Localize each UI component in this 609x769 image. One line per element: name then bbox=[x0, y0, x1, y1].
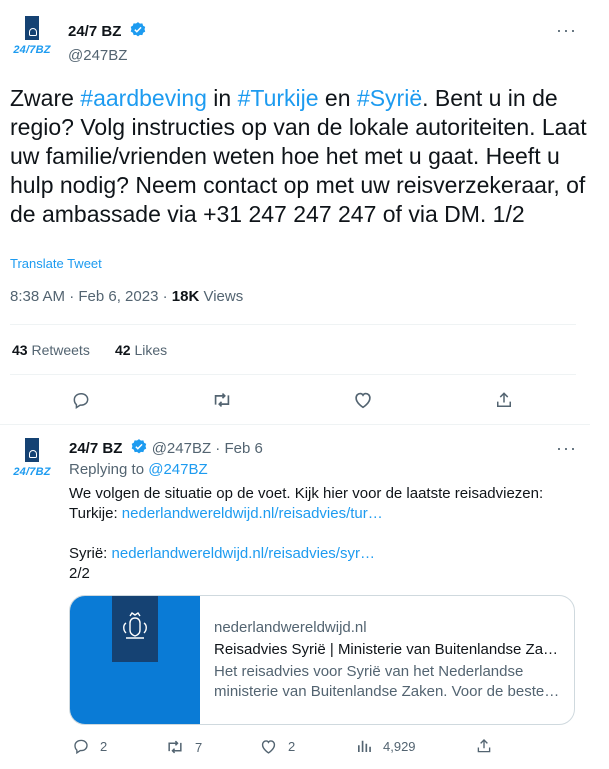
card-desc-1: Het reisadvies voor Syrië van het Nederlandse bbox=[214, 663, 524, 680]
timestamp-line bbox=[10, 288, 243, 305]
hashtag-turkije[interactable]: #Turkije bbox=[237, 85, 319, 111]
hashtag-syrie[interactable]: #Syrië bbox=[356, 85, 423, 111]
share-icon bbox=[475, 737, 493, 755]
retweets-label: Retweets bbox=[27, 342, 90, 358]
share-icon[interactable] bbox=[487, 383, 521, 417]
views-count: 18K bbox=[171, 288, 200, 305]
reply-author-name[interactable]: 24/7 BZ bbox=[69, 440, 123, 457]
text-segment: in bbox=[206, 85, 238, 111]
reply-line-3 bbox=[69, 544, 589, 564]
divider bbox=[10, 374, 576, 375]
more-options-icon[interactable]: ··· bbox=[556, 20, 577, 40]
reply-reply-action[interactable] bbox=[72, 737, 107, 755]
author-handle[interactable]: @247BZ bbox=[68, 47, 128, 64]
ministry-logo bbox=[112, 596, 158, 662]
text-segment: Turkije: bbox=[69, 505, 122, 522]
like-icon[interactable] bbox=[346, 383, 380, 417]
likes-count: 42 bbox=[115, 342, 131, 358]
views-label: Views bbox=[199, 288, 244, 305]
retweet-icon bbox=[165, 737, 185, 757]
turkije-link[interactable]: nederlandwereldwijd.nl/reisadvies/tur… bbox=[121, 505, 383, 522]
divider bbox=[10, 324, 576, 325]
text-segment: Zware bbox=[10, 85, 81, 111]
coat-of-arms-icon bbox=[25, 16, 39, 40]
replying-to bbox=[69, 461, 208, 478]
hashtag-aardbeving[interactable]: #aardbeving bbox=[80, 85, 207, 111]
likes-stat[interactable] bbox=[115, 342, 167, 360]
timestamp[interactable]: 8:38 AM · Feb 6, 2023 · bbox=[10, 288, 172, 305]
retweets-stat[interactable] bbox=[12, 342, 90, 360]
avatar-tag: 24/7BZ bbox=[13, 466, 51, 478]
card-domain: nederlandwereldwijd.nl bbox=[214, 619, 367, 636]
reply-like-action[interactable] bbox=[259, 737, 295, 756]
verified-badge-icon bbox=[130, 438, 148, 460]
replying-handle-link[interactable]: @247BZ bbox=[148, 461, 208, 478]
reply-share-action[interactable] bbox=[475, 737, 503, 755]
replying-prefix: Replying to bbox=[69, 461, 149, 478]
analytics-icon bbox=[355, 737, 373, 755]
card-title: Reisadvies Syrië | Ministerie van Buitenlandse Za… bbox=[214, 641, 559, 658]
retweet-icon[interactable] bbox=[205, 383, 239, 417]
card-desc-2: ministerie van Buitenlandse Zaken. Voor de beste… bbox=[214, 683, 560, 700]
reply-line-4: 2/2 bbox=[69, 565, 90, 582]
avatar[interactable] bbox=[12, 16, 52, 64]
tweet-text bbox=[10, 84, 590, 229]
reply-header bbox=[69, 438, 263, 460]
text-segment: . Bent u in de regio? Volg instructies op van de lokale autoriteiten. Laat uw familie/vrienden weten hoe het met u gaat. Heeft u hulp nodig? Neem contact op met uw reisverzekeraar, of de ambassade via +31 247 247 247 of via DM. 1/2 bbox=[10, 85, 587, 227]
reply-line-2 bbox=[69, 504, 589, 524]
likes-label: Likes bbox=[130, 342, 168, 358]
coat-of-arms-icon bbox=[112, 596, 158, 662]
reply-handle-date[interactable]: @247BZ · Feb 6 bbox=[151, 440, 263, 457]
syrie-link[interactable]: nederlandwereldwijd.nl/reisadvies/syr… bbox=[111, 545, 375, 562]
like-count: 2 bbox=[288, 739, 296, 754]
reply-avatar[interactable] bbox=[12, 438, 52, 486]
retweet-count: 7 bbox=[195, 739, 203, 755]
card-image bbox=[70, 596, 200, 724]
reply-more-options-icon[interactable]: ··· bbox=[556, 438, 577, 458]
reply-retweet-action[interactable] bbox=[165, 737, 202, 757]
translate-tweet-link[interactable]: Translate Tweet bbox=[10, 256, 102, 271]
reply-text bbox=[69, 484, 589, 584]
views-count: 4,929 bbox=[383, 738, 416, 754]
card-body bbox=[200, 596, 574, 724]
link-card[interactable] bbox=[69, 595, 575, 725]
reply-icon[interactable] bbox=[64, 383, 98, 417]
reply-line-1: We volgen de situatie op de voet. Kijk hier voor de laatste reisadviezen: bbox=[69, 485, 544, 502]
avatar-tag: 24/7BZ bbox=[13, 44, 51, 56]
text-segment: en bbox=[318, 85, 357, 111]
retweets-count: 43 bbox=[12, 342, 28, 358]
author-block bbox=[68, 21, 147, 64]
divider bbox=[0, 424, 590, 425]
text-segment: Syrië: bbox=[69, 545, 112, 562]
reply-views-action[interactable] bbox=[355, 737, 416, 755]
verified-badge-icon bbox=[129, 21, 147, 44]
like-icon bbox=[259, 737, 278, 756]
reply-count: 2 bbox=[100, 738, 108, 754]
coat-of-arms-icon bbox=[25, 438, 39, 462]
reply-icon bbox=[72, 737, 90, 755]
author-name[interactable]: 24/7 BZ bbox=[68, 23, 122, 40]
